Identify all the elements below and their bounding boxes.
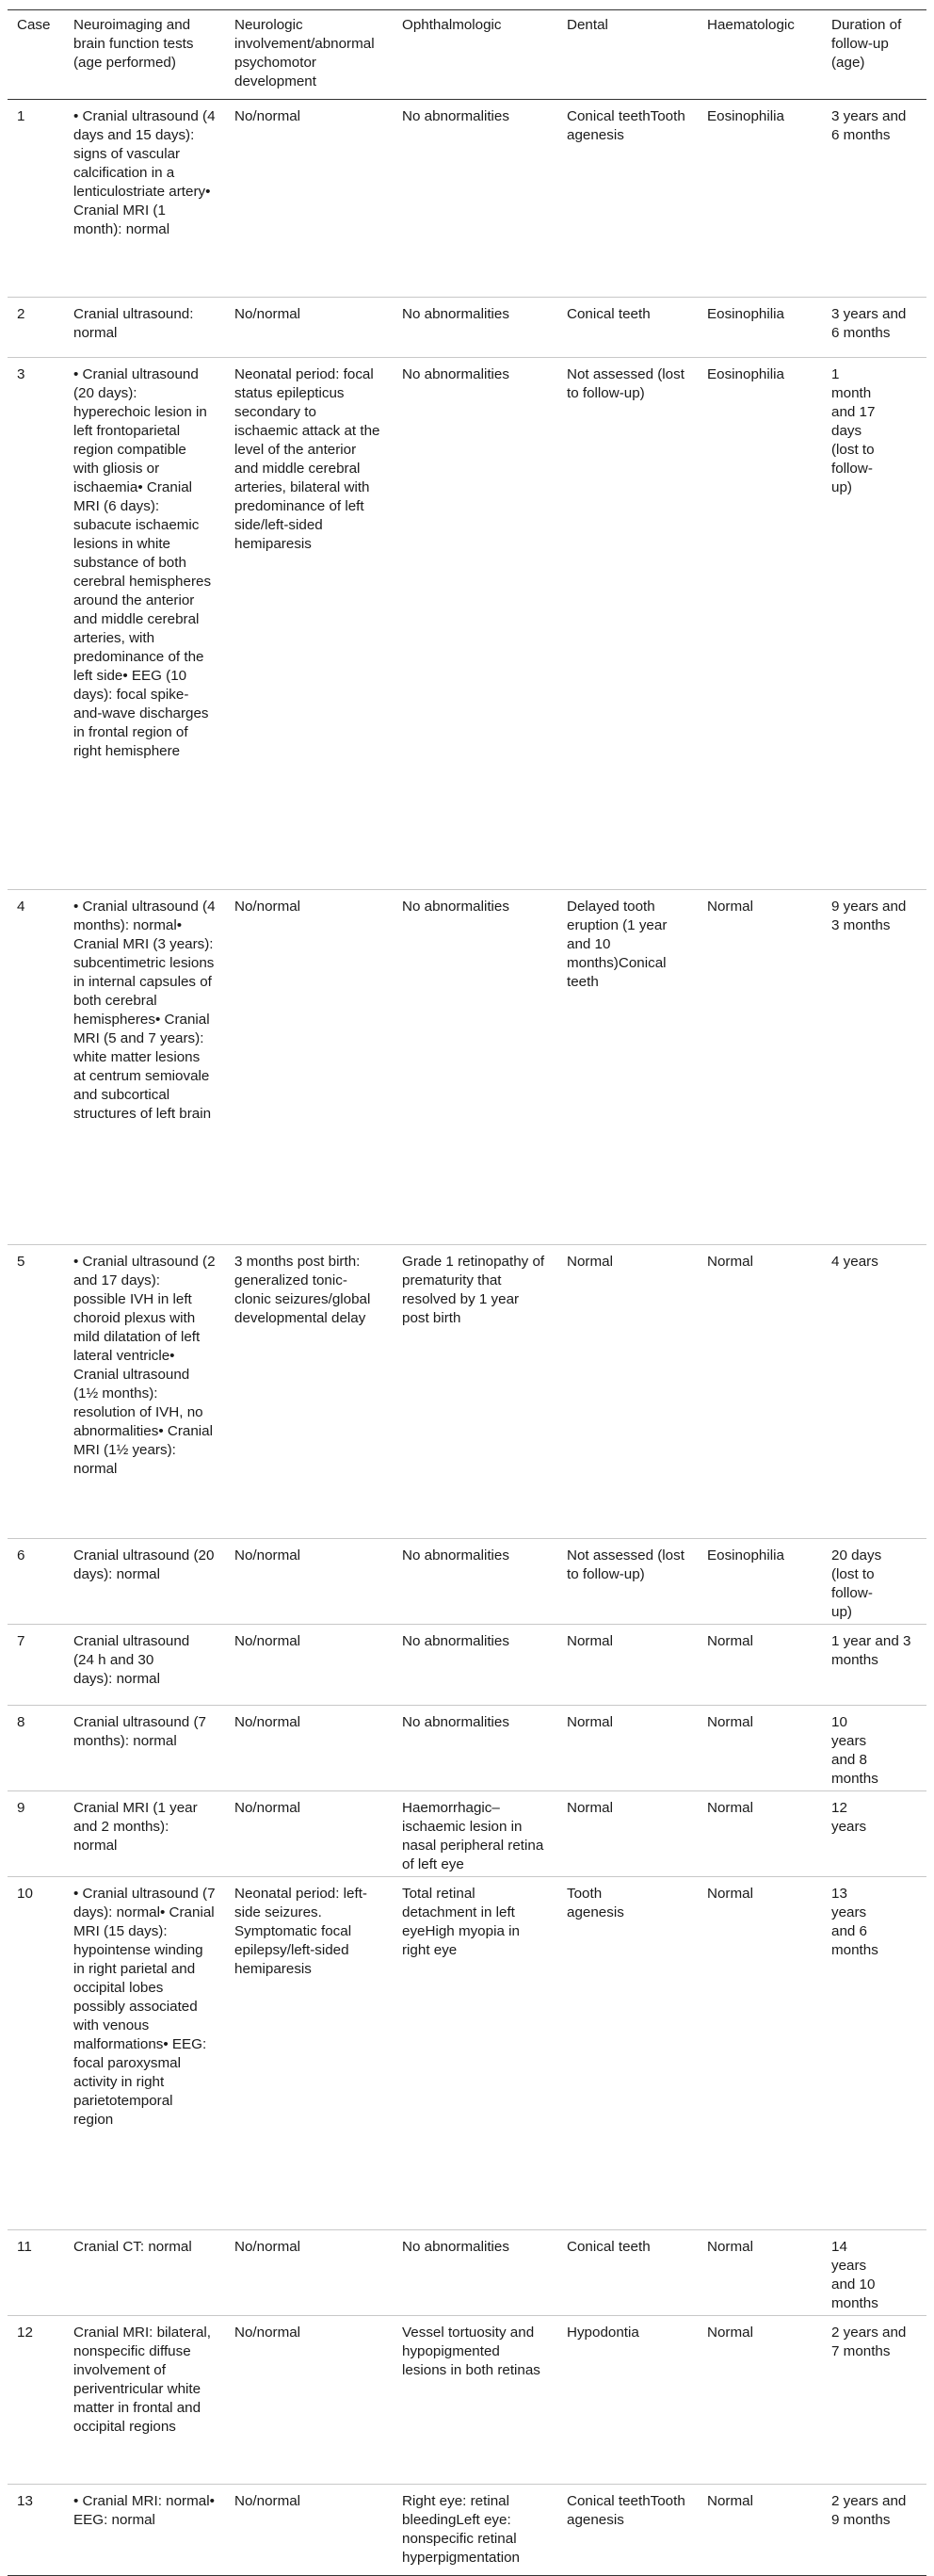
- cell-neuroimaging: • Cranial ultrasound (20 days): hyperechoic lesion in left frontoparietal region compatible with gliosis or ischaemia• Cranial MRI (6 days): subacute ischaemic lesions in white substance of both cerebral hemispheres around the anterior and middle cerebral arteries, with predominance of the left side• EEG (10 days): focal spike-and-wave discharges in frontal region of right hemisphere: [73, 366, 212, 759]
- cell-duration: 3 years and 6 months: [831, 306, 907, 341]
- cell-neuroimaging: Cranial ultrasound (24 h and 30 days): normal: [73, 1633, 190, 1687]
- cell-ophthalmologic: Total retinal detachment in left eyeHigh myopia in right eye: [402, 1886, 520, 1958]
- cell-neurologic: Neonatal period: left-side seizures. Symptomatic focal epilepsy/left-sided hemiparesis: [234, 1886, 367, 1977]
- cell-neurologic: No/normal: [234, 2493, 301, 2509]
- cell-haematologic: Normal: [707, 1254, 753, 1270]
- cell-dental: Conical teeth: [567, 2239, 651, 2255]
- cell-ophthalmologic: No abnormalities: [402, 2239, 509, 2255]
- cell-ophthalmologic: No abnormalities: [402, 1714, 509, 1730]
- cell-neurologic: No/normal: [234, 108, 301, 124]
- cell-haematologic: Normal: [707, 1714, 753, 1730]
- cell-case: 6: [17, 1547, 25, 1563]
- cell-case: 13: [17, 2493, 33, 2509]
- cell-dental: Tooth agenesis: [567, 1886, 624, 1920]
- table-row: [8, 1791, 926, 1877]
- cell-neurologic: No/normal: [234, 1547, 301, 1563]
- cell-neurologic: No/normal: [234, 1714, 301, 1730]
- table-row: [8, 890, 926, 1245]
- header-ophthalmologic: Ophthalmologic: [402, 17, 502, 33]
- table-row: [8, 1877, 926, 2230]
- cell-duration: 2 years and 7 months: [831, 2325, 907, 2359]
- cell-dental: Normal: [567, 1254, 613, 1270]
- cell-duration: 13 years and 6 months: [831, 1886, 878, 1958]
- cell-ophthalmologic: Vessel tortuosity and hypopigmented lesions in both retinas: [402, 2325, 540, 2378]
- cell-haematologic: Normal: [707, 1633, 753, 1649]
- header-haematologic: Haematologic: [707, 17, 795, 33]
- cell-dental: Conical teethTooth agenesis: [567, 108, 685, 143]
- cell-neuroimaging: • Cranial ultrasound (4 days and 15 days): signs of vascular calcification in a lenticulostriate artery• Cranial MRI (1 month): normal: [73, 108, 216, 237]
- cell-neurologic: No/normal: [234, 1800, 301, 1816]
- cell-haematologic: Eosinophilia: [707, 306, 784, 322]
- cell-haematologic: Normal: [707, 899, 753, 915]
- cell-neurologic: Neonatal period: focal status epilepticus secondary to ischaemic attack at the level of the anterior and middle cerebral arteries, bilateral with predominance of left side/left-sided hemiparesis: [234, 366, 380, 552]
- table-row: [8, 2316, 926, 2485]
- cell-case: 8: [17, 1714, 25, 1730]
- cell-ophthalmologic: No abnormalities: [402, 1633, 509, 1649]
- table-row: [8, 1706, 926, 1791]
- cell-duration: 1 year and 3 months: [831, 1633, 911, 1668]
- cell-case: 4: [17, 899, 25, 915]
- cell-case: 2: [17, 306, 25, 322]
- cell-haematologic: Normal: [707, 2325, 753, 2341]
- cell-duration: 9 years and 3 months: [831, 899, 907, 933]
- cell-neuroimaging: Cranial ultrasound (7 months): normal: [73, 1714, 206, 1749]
- cell-haematologic: Eosinophilia: [707, 108, 784, 124]
- clinical-findings-table: [8, 9, 926, 2576]
- cell-ophthalmologic: No abnormalities: [402, 1547, 509, 1563]
- cell-neuroimaging: Cranial CT: normal: [73, 2239, 192, 2255]
- cell-ophthalmologic: No abnormalities: [402, 306, 509, 322]
- cell-neuroimaging: • Cranial ultrasound (4 months): normal• Cranial MRI (3 years): subcentimetric lesions in internal capsules of both cerebral hemispheres• Cranial MRI (5 and 7 years): white matter lesions at centrum semiovale and subcortical structures of left brain: [73, 899, 216, 1122]
- cell-ophthalmologic: No abnormalities: [402, 108, 509, 124]
- cell-duration: 3 years and 6 months: [831, 108, 907, 143]
- cell-neurologic: No/normal: [234, 1633, 301, 1649]
- header-duration: Duration of follow-up (age): [831, 17, 902, 71]
- table-row: [8, 298, 926, 358]
- table-body: [8, 100, 926, 2576]
- cell-case: 11: [17, 2239, 32, 2255]
- cell-haematologic: Normal: [707, 1800, 753, 1816]
- cell-case: 7: [17, 1633, 25, 1649]
- cell-haematologic: Normal: [707, 2493, 753, 2509]
- cell-dental: Hypodontia: [567, 2325, 639, 2341]
- cell-neurologic: No/normal: [234, 2239, 301, 2255]
- cell-neuroimaging: • Cranial ultrasound (2 and 17 days): possible IVH in left choroid plexus with mild dilatation of left lateral ventricle• Cranial ultrasound (1½ months): resolution of IVH, no abnormalities• Cranial MRI (1½ years): normal: [73, 1254, 216, 1477]
- cell-case: 12: [17, 2325, 33, 2341]
- cell-case: 5: [17, 1254, 25, 1270]
- header-case: Case: [17, 17, 51, 33]
- table-header: [8, 10, 926, 100]
- cell-dental: Conical teethTooth agenesis: [567, 2493, 685, 2528]
- cell-ophthalmologic: Grade 1 retinopathy of prematurity that resolved by 1 year post birth: [402, 1254, 545, 1326]
- cell-neuroimaging: • Cranial MRI: normal• EEG: normal: [73, 2493, 215, 2528]
- header-neuroimaging: Neuroimaging and brain function tests (age performed): [73, 17, 194, 71]
- table-row: [8, 1625, 926, 1706]
- table-row: [8, 2230, 926, 2316]
- cell-dental: Conical teeth: [567, 306, 651, 322]
- cell-duration: 10 years and 8 months: [831, 1714, 878, 1787]
- cell-duration: 14 years and 10 months: [831, 2239, 878, 2311]
- cell-dental: Not assessed (lost to follow-up): [567, 366, 684, 401]
- cell-dental: Normal: [567, 1714, 613, 1730]
- cell-haematologic: Eosinophilia: [707, 1547, 784, 1563]
- table-row: [8, 1539, 926, 1625]
- cell-neuroimaging: Cranial MRI (1 year and 2 months): normal: [73, 1800, 198, 1854]
- cell-ophthalmologic: No abnormalities: [402, 899, 509, 915]
- cell-case: 9: [17, 1800, 25, 1816]
- cell-duration: 4 years: [831, 1254, 878, 1270]
- cell-neurologic: 3 months post birth: generalized tonic-clonic seizures/global developmental delay: [234, 1254, 371, 1326]
- cell-neuroimaging: Cranial MRI: bilateral, nonspecific diffuse involvement of periventricular white matter in frontal and occipital regions: [73, 2325, 212, 2435]
- table-row: [8, 358, 926, 890]
- cell-dental: Normal: [567, 1633, 613, 1649]
- cell-neuroimaging: • Cranial ultrasound (7 days): normal• Cranial MRI (15 days): hypointense winding in right parietal and occipital lobes possibly associated with venous malformations• EEG: focal paroxysmal activity in right parietotemporal region: [73, 1886, 216, 2128]
- cell-haematologic: Eosinophilia: [707, 366, 784, 382]
- header-row: [8, 10, 926, 100]
- cell-case: 3: [17, 366, 25, 382]
- cell-ophthalmologic: No abnormalities: [402, 366, 509, 382]
- cell-neurologic: No/normal: [234, 306, 301, 322]
- cell-duration: 1 month and 17 days (lost to follow- up): [831, 366, 876, 495]
- cell-neuroimaging: Cranial ultrasound (20 days): normal: [73, 1547, 215, 1582]
- header-dental: Dental: [567, 17, 608, 33]
- cell-neurologic: No/normal: [234, 2325, 301, 2341]
- cell-ophthalmologic: Right eye: retinal bleedingLeft eye: nonspecific retinal hyperpigmentation: [402, 2493, 520, 2566]
- cell-case: 1: [17, 108, 25, 124]
- cell-neuroimaging: Cranial ultrasound: normal: [73, 306, 194, 341]
- cell-neurologic: No/normal: [234, 899, 301, 915]
- cell-duration: 12 years: [831, 1800, 867, 1835]
- header-neurologic: Neurologic involvement/abnormal psychomotor development: [234, 17, 375, 89]
- table-row: [8, 2485, 926, 2576]
- cell-dental: Not assessed (lost to follow-up): [567, 1547, 684, 1582]
- cell-haematologic: Normal: [707, 2239, 753, 2255]
- cell-ophthalmologic: Haemorrhagic–ischaemic lesion in nasal peripheral retina of left eye: [402, 1800, 544, 1872]
- cell-duration: 20 days (lost to follow- up): [831, 1547, 882, 1620]
- table-row: [8, 1245, 926, 1539]
- table-row: [8, 100, 926, 298]
- cell-dental: Delayed tooth eruption (1 year and 10 months)Conical teeth: [567, 899, 668, 990]
- cell-case: 10: [17, 1886, 33, 1902]
- cell-dental: Normal: [567, 1800, 613, 1816]
- cell-duration: 2 years and 9 months: [831, 2493, 907, 2528]
- cell-haematologic: Normal: [707, 1886, 753, 1902]
